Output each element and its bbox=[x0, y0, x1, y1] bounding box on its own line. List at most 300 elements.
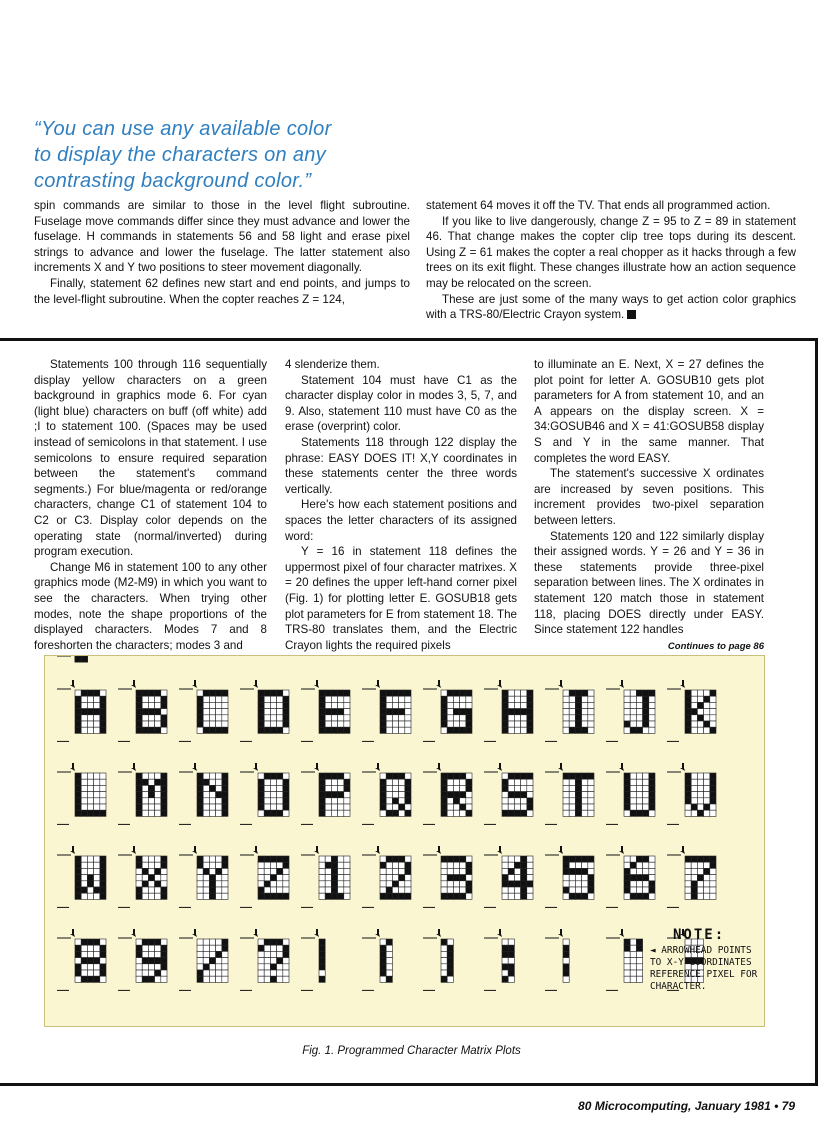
arrowhead-icon bbox=[375, 680, 380, 688]
lit-pixel bbox=[704, 721, 710, 727]
lit-pixel bbox=[155, 709, 161, 715]
lit-pixel bbox=[277, 958, 283, 964]
lit-pixel bbox=[582, 856, 588, 862]
lit-pixel bbox=[277, 856, 283, 862]
unlit-pixel bbox=[386, 792, 392, 798]
pull-quote-line: to display the characters on any bbox=[34, 144, 326, 166]
unlit-pixel bbox=[624, 964, 630, 970]
unlit-pixel bbox=[386, 798, 392, 804]
unlit-pixel bbox=[502, 970, 508, 976]
note-line: CHARACTER. bbox=[650, 981, 707, 992]
unlit-pixel bbox=[521, 785, 527, 791]
lit-pixel bbox=[466, 881, 472, 887]
unlit-pixel bbox=[405, 881, 411, 887]
lit-pixel bbox=[447, 690, 453, 696]
unlit-pixel bbox=[624, 856, 630, 862]
lit-pixel bbox=[582, 690, 588, 696]
lit-pixel bbox=[508, 881, 514, 887]
lit-pixel bbox=[277, 893, 283, 899]
end-mark-icon bbox=[627, 310, 636, 319]
lit-pixel bbox=[685, 727, 691, 733]
unlit-pixel bbox=[630, 951, 636, 957]
unlit-pixel bbox=[258, 810, 264, 816]
lit-pixel bbox=[460, 856, 466, 862]
lit-pixel bbox=[521, 709, 527, 715]
character-matrix-m bbox=[118, 763, 167, 824]
arrowhead-icon bbox=[619, 763, 624, 771]
lit-pixel bbox=[216, 690, 222, 696]
lit-pixel bbox=[691, 804, 697, 810]
unlit-pixel bbox=[569, 721, 575, 727]
unlit-pixel bbox=[386, 696, 392, 702]
lit-pixel bbox=[386, 810, 392, 816]
unlit-pixel bbox=[697, 868, 703, 874]
lit-pixel bbox=[75, 856, 81, 862]
unlit-pixel bbox=[636, 976, 642, 982]
lit-pixel bbox=[197, 798, 203, 804]
unlit-pixel bbox=[283, 690, 289, 696]
unlit-pixel bbox=[264, 951, 270, 957]
unlit-pixel bbox=[216, 798, 222, 804]
unlit-pixel bbox=[264, 868, 270, 874]
unlit-pixel bbox=[697, 727, 703, 733]
lit-pixel bbox=[75, 951, 81, 957]
lit-pixel bbox=[575, 785, 581, 791]
lit-pixel bbox=[466, 715, 472, 721]
lit-pixel bbox=[502, 709, 508, 715]
unlit-pixel bbox=[136, 868, 142, 874]
lit-pixel bbox=[582, 868, 588, 874]
lit-pixel bbox=[399, 856, 405, 862]
unlit-pixel bbox=[148, 862, 154, 868]
unlit-pixel bbox=[460, 798, 466, 804]
unlit-pixel bbox=[203, 810, 209, 816]
arrowhead-icon bbox=[192, 680, 197, 688]
lit-pixel bbox=[283, 856, 289, 862]
unlit-pixel bbox=[691, 785, 697, 791]
lit-pixel bbox=[502, 964, 508, 970]
lit-pixel bbox=[100, 868, 106, 874]
unlit-pixel bbox=[697, 690, 703, 696]
unlit-pixel bbox=[527, 785, 533, 791]
character-matrix-symbol-35 bbox=[179, 929, 228, 990]
lit-pixel bbox=[441, 702, 447, 708]
lit-pixel bbox=[258, 779, 264, 785]
unlit-pixel bbox=[148, 804, 154, 810]
unlit-pixel bbox=[636, 785, 642, 791]
unlit-pixel bbox=[270, 696, 276, 702]
lit-pixel bbox=[502, 951, 508, 957]
lit-pixel bbox=[649, 785, 655, 791]
unlit-pixel bbox=[87, 792, 93, 798]
unlit-pixel bbox=[161, 881, 167, 887]
unlit-pixel bbox=[447, 798, 453, 804]
lit-pixel bbox=[685, 709, 691, 715]
lit-pixel bbox=[386, 709, 392, 715]
unlit-pixel bbox=[270, 887, 276, 893]
unlit-pixel bbox=[460, 721, 466, 727]
unlit-pixel bbox=[685, 875, 691, 881]
unlit-pixel bbox=[399, 727, 405, 733]
unlit-pixel bbox=[588, 690, 594, 696]
lit-pixel bbox=[405, 785, 411, 791]
paragraph: 4 slenderize them. bbox=[285, 358, 380, 371]
lit-pixel bbox=[704, 804, 710, 810]
unlit-pixel bbox=[447, 810, 453, 816]
unlit-pixel bbox=[460, 862, 466, 868]
lit-pixel bbox=[636, 810, 642, 816]
character-matrix-k bbox=[667, 680, 716, 741]
unlit-pixel bbox=[508, 727, 514, 733]
lit-pixel bbox=[405, 868, 411, 874]
unlit-pixel bbox=[87, 951, 93, 957]
lit-pixel bbox=[527, 721, 533, 727]
lit-pixel bbox=[283, 945, 289, 951]
lit-pixel bbox=[136, 715, 142, 721]
lit-pixel bbox=[161, 696, 167, 702]
unlit-pixel bbox=[399, 785, 405, 791]
character-matrix-f bbox=[362, 680, 411, 741]
unlit-pixel bbox=[222, 702, 228, 708]
unlit-pixel bbox=[643, 792, 649, 798]
lit-pixel bbox=[508, 868, 514, 874]
unlit-pixel bbox=[636, 868, 642, 874]
character-matrix-o bbox=[240, 763, 289, 824]
unlit-pixel bbox=[258, 773, 264, 779]
lit-pixel bbox=[588, 773, 594, 779]
unlit-pixel bbox=[636, 887, 642, 893]
unlit-pixel bbox=[392, 702, 398, 708]
unlit-pixel bbox=[216, 810, 222, 816]
lit-pixel bbox=[380, 970, 386, 976]
unlit-pixel bbox=[649, 709, 655, 715]
lit-pixel bbox=[319, 727, 325, 733]
unlit-pixel bbox=[277, 804, 283, 810]
unlit-pixel bbox=[270, 709, 276, 715]
unlit-pixel bbox=[222, 958, 228, 964]
unlit-pixel bbox=[514, 702, 520, 708]
unlit-pixel bbox=[636, 721, 642, 727]
lit-pixel bbox=[331, 727, 337, 733]
lit-pixel bbox=[325, 792, 331, 798]
unlit-pixel bbox=[203, 696, 209, 702]
unlit-pixel bbox=[203, 792, 209, 798]
lit-pixel bbox=[283, 709, 289, 715]
lit-pixel bbox=[136, 945, 142, 951]
unlit-pixel bbox=[148, 868, 154, 874]
unlit-pixel bbox=[399, 862, 405, 868]
lit-pixel bbox=[441, 893, 447, 899]
lit-pixel bbox=[643, 721, 649, 727]
unlit-pixel bbox=[155, 798, 161, 804]
arrowhead-icon bbox=[436, 680, 441, 688]
lit-pixel bbox=[148, 976, 154, 982]
unlit-pixel bbox=[582, 875, 588, 881]
lit-pixel bbox=[441, 696, 447, 702]
unlit-pixel bbox=[283, 970, 289, 976]
lit-pixel bbox=[514, 862, 520, 868]
unlit-pixel bbox=[142, 862, 148, 868]
unlit-pixel bbox=[264, 976, 270, 982]
unlit-pixel bbox=[563, 792, 569, 798]
lit-pixel bbox=[685, 856, 691, 862]
unlit-pixel bbox=[630, 856, 636, 862]
lit-pixel bbox=[142, 709, 148, 715]
unlit-pixel bbox=[203, 958, 209, 964]
lit-pixel bbox=[142, 727, 148, 733]
lit-pixel bbox=[624, 887, 630, 893]
arrowhead-icon bbox=[192, 846, 197, 854]
lit-pixel bbox=[209, 881, 215, 887]
unlit-pixel bbox=[588, 810, 594, 816]
lit-pixel bbox=[521, 875, 527, 881]
unlit-pixel bbox=[697, 721, 703, 727]
unlit-pixel bbox=[386, 945, 392, 951]
unlit-pixel bbox=[142, 715, 148, 721]
unlit-pixel bbox=[630, 696, 636, 702]
unlit-pixel bbox=[380, 976, 386, 982]
arrowhead-icon bbox=[70, 929, 75, 937]
unlit-pixel bbox=[344, 875, 350, 881]
unlit-pixel bbox=[386, 727, 392, 733]
lit-pixel bbox=[441, 792, 447, 798]
unlit-pixel bbox=[630, 690, 636, 696]
lit-pixel bbox=[466, 810, 472, 816]
unlit-pixel bbox=[264, 887, 270, 893]
lit-pixel bbox=[466, 721, 472, 727]
unlit-pixel bbox=[630, 804, 636, 810]
unlit-pixel bbox=[344, 804, 350, 810]
unlit-pixel bbox=[643, 773, 649, 779]
lit-pixel bbox=[710, 727, 716, 733]
unlit-pixel bbox=[277, 721, 283, 727]
lit-pixel bbox=[270, 939, 276, 945]
unlit-pixel bbox=[508, 893, 514, 899]
arrowhead-icon bbox=[558, 846, 563, 854]
lit-pixel bbox=[344, 779, 350, 785]
lit-pixel bbox=[710, 798, 716, 804]
unlit-pixel bbox=[563, 785, 569, 791]
lit-pixel bbox=[575, 804, 581, 810]
lit-pixel bbox=[514, 810, 520, 816]
unlit-pixel bbox=[203, 798, 209, 804]
unlit-pixel bbox=[270, 721, 276, 727]
unlit-pixel bbox=[100, 804, 106, 810]
unlit-pixel bbox=[197, 958, 203, 964]
unlit-pixel bbox=[216, 893, 222, 899]
unlit-pixel bbox=[405, 696, 411, 702]
lit-pixel bbox=[216, 868, 222, 874]
lit-pixel bbox=[460, 690, 466, 696]
lit-pixel bbox=[460, 709, 466, 715]
lit-pixel bbox=[100, 715, 106, 721]
lit-pixel bbox=[331, 690, 337, 696]
unlit-pixel bbox=[710, 875, 716, 881]
unlit-pixel bbox=[588, 893, 594, 899]
unlit-pixel bbox=[399, 868, 405, 874]
unlit-pixel bbox=[691, 696, 697, 702]
lit-pixel bbox=[100, 696, 106, 702]
lit-pixel bbox=[283, 779, 289, 785]
unlit-pixel bbox=[325, 779, 331, 785]
unlit-pixel bbox=[630, 868, 636, 874]
lit-pixel bbox=[277, 690, 283, 696]
unlit-pixel bbox=[161, 970, 167, 976]
lit-pixel bbox=[453, 792, 459, 798]
lit-pixel bbox=[563, 970, 569, 976]
unlit-pixel bbox=[710, 887, 716, 893]
unlit-pixel bbox=[283, 939, 289, 945]
unlit-pixel bbox=[691, 875, 697, 881]
lit-pixel bbox=[136, 690, 142, 696]
lit-pixel bbox=[331, 887, 337, 893]
lit-pixel bbox=[624, 868, 630, 874]
unlit-pixel bbox=[81, 798, 87, 804]
unlit-pixel bbox=[216, 856, 222, 862]
unlit-pixel bbox=[325, 875, 331, 881]
lit-pixel bbox=[527, 881, 533, 887]
lit-pixel bbox=[624, 875, 630, 881]
unlit-pixel bbox=[94, 875, 100, 881]
unlit-pixel bbox=[691, 779, 697, 785]
unlit-pixel bbox=[582, 798, 588, 804]
unlit-pixel bbox=[569, 881, 575, 887]
lit-pixel bbox=[258, 702, 264, 708]
lit-pixel bbox=[697, 810, 703, 816]
unlit-pixel bbox=[502, 868, 508, 874]
lit-pixel bbox=[142, 881, 148, 887]
lit-pixel bbox=[685, 721, 691, 727]
unlit-pixel bbox=[527, 893, 533, 899]
unlit-pixel bbox=[264, 958, 270, 964]
unlit-pixel bbox=[447, 868, 453, 874]
lit-pixel bbox=[264, 893, 270, 899]
unlit-pixel bbox=[502, 958, 508, 964]
lit-pixel bbox=[331, 862, 337, 868]
lit-pixel bbox=[270, 810, 276, 816]
unlit-pixel bbox=[697, 792, 703, 798]
arrowhead-icon bbox=[375, 929, 380, 937]
unlit-pixel bbox=[691, 773, 697, 779]
lit-pixel bbox=[222, 798, 228, 804]
unlit-pixel bbox=[405, 856, 411, 862]
unlit-pixel bbox=[209, 798, 215, 804]
lit-pixel bbox=[222, 810, 228, 816]
lit-pixel bbox=[447, 727, 453, 733]
lit-pixel bbox=[258, 721, 264, 727]
figure-caption: Fig. 1. Programmed Character Matrix Plots bbox=[302, 1045, 521, 1057]
unlit-pixel bbox=[344, 881, 350, 887]
lit-pixel bbox=[405, 810, 411, 816]
unlit-pixel bbox=[344, 862, 350, 868]
lit-pixel bbox=[81, 939, 87, 945]
lit-pixel bbox=[283, 893, 289, 899]
arrowhead-icon bbox=[192, 929, 197, 937]
unlit-pixel bbox=[148, 715, 154, 721]
lit-pixel bbox=[575, 856, 581, 862]
lit-pixel bbox=[460, 875, 466, 881]
unlit-pixel bbox=[527, 875, 533, 881]
unlit-pixel bbox=[392, 779, 398, 785]
unlit-pixel bbox=[203, 887, 209, 893]
unlit-pixel bbox=[569, 696, 575, 702]
unlit-pixel bbox=[460, 779, 466, 785]
unlit-pixel bbox=[216, 875, 222, 881]
unlit-pixel bbox=[81, 970, 87, 976]
character-matrix-l bbox=[57, 763, 106, 824]
lit-pixel bbox=[100, 875, 106, 881]
lit-pixel bbox=[569, 690, 575, 696]
unlit-pixel bbox=[277, 696, 283, 702]
paragraph: The statement's successive X ordinates are increased by seven positions. This increment provides two-pixel separation between letters. bbox=[534, 467, 764, 527]
lit-pixel bbox=[75, 945, 81, 951]
lit-pixel bbox=[447, 970, 453, 976]
arrowhead-icon bbox=[497, 929, 502, 937]
unlit-pixel bbox=[563, 727, 569, 733]
unlit-pixel bbox=[270, 804, 276, 810]
lit-pixel bbox=[582, 727, 588, 733]
lit-pixel bbox=[649, 690, 655, 696]
unlit-pixel bbox=[75, 939, 81, 945]
lit-pixel bbox=[319, 709, 325, 715]
lit-pixel bbox=[270, 893, 276, 899]
unlit-pixel bbox=[344, 868, 350, 874]
unlit-pixel bbox=[399, 810, 405, 816]
lit-pixel bbox=[319, 696, 325, 702]
unlit-pixel bbox=[636, 862, 642, 868]
unlit-pixel bbox=[447, 862, 453, 868]
unlit-pixel bbox=[563, 939, 569, 945]
lit-pixel bbox=[264, 810, 270, 816]
unlit-pixel bbox=[325, 856, 331, 862]
lit-pixel bbox=[399, 690, 405, 696]
unlit-pixel bbox=[142, 875, 148, 881]
unlit-pixel bbox=[277, 798, 283, 804]
lit-pixel bbox=[81, 656, 87, 662]
lit-pixel bbox=[258, 709, 264, 715]
unlit-pixel bbox=[453, 721, 459, 727]
lit-pixel bbox=[283, 696, 289, 702]
lit-pixel bbox=[136, 810, 142, 816]
unlit-pixel bbox=[258, 939, 264, 945]
lit-pixel bbox=[338, 690, 344, 696]
paragraph: Statement 104 must have C1 as the character display color in modes 3, 5, 7, and 9. Also, statement 110 must have C0 as the erase (overprint) color. bbox=[285, 373, 517, 434]
unlit-pixel bbox=[94, 964, 100, 970]
unlit-pixel bbox=[380, 939, 386, 945]
character-matrix-symbol-37 bbox=[301, 929, 325, 990]
unlit-pixel bbox=[344, 715, 350, 721]
character-matrix-symbol-40 bbox=[484, 929, 514, 990]
lit-pixel bbox=[258, 804, 264, 810]
unlit-pixel bbox=[563, 715, 569, 721]
unlit-pixel bbox=[563, 893, 569, 899]
lit-pixel bbox=[643, 690, 649, 696]
unlit-pixel bbox=[155, 804, 161, 810]
lit-pixel bbox=[277, 773, 283, 779]
unlit-pixel bbox=[508, 976, 514, 982]
arrowhead-icon bbox=[436, 929, 441, 937]
lit-pixel bbox=[209, 690, 215, 696]
lit-pixel bbox=[386, 939, 392, 945]
lit-pixel bbox=[319, 976, 325, 982]
arrowhead-icon bbox=[497, 680, 502, 688]
unlit-pixel bbox=[283, 875, 289, 881]
lit-pixel bbox=[75, 709, 81, 715]
lit-pixel bbox=[75, 804, 81, 810]
lit-pixel bbox=[197, 856, 203, 862]
unlit-pixel bbox=[155, 875, 161, 881]
paragraph: Y = 16 in statement 118 defines the uppermost pixel of four character matrixes. X = 20 defines the upper left-hand corner pixel (Fig. 1) for plotting letter E. GOSUB18 gets plot parameters for E from statement 18. The TRS-80 translates them, and the Electric Crayon lights the required pixels bbox=[285, 545, 517, 652]
